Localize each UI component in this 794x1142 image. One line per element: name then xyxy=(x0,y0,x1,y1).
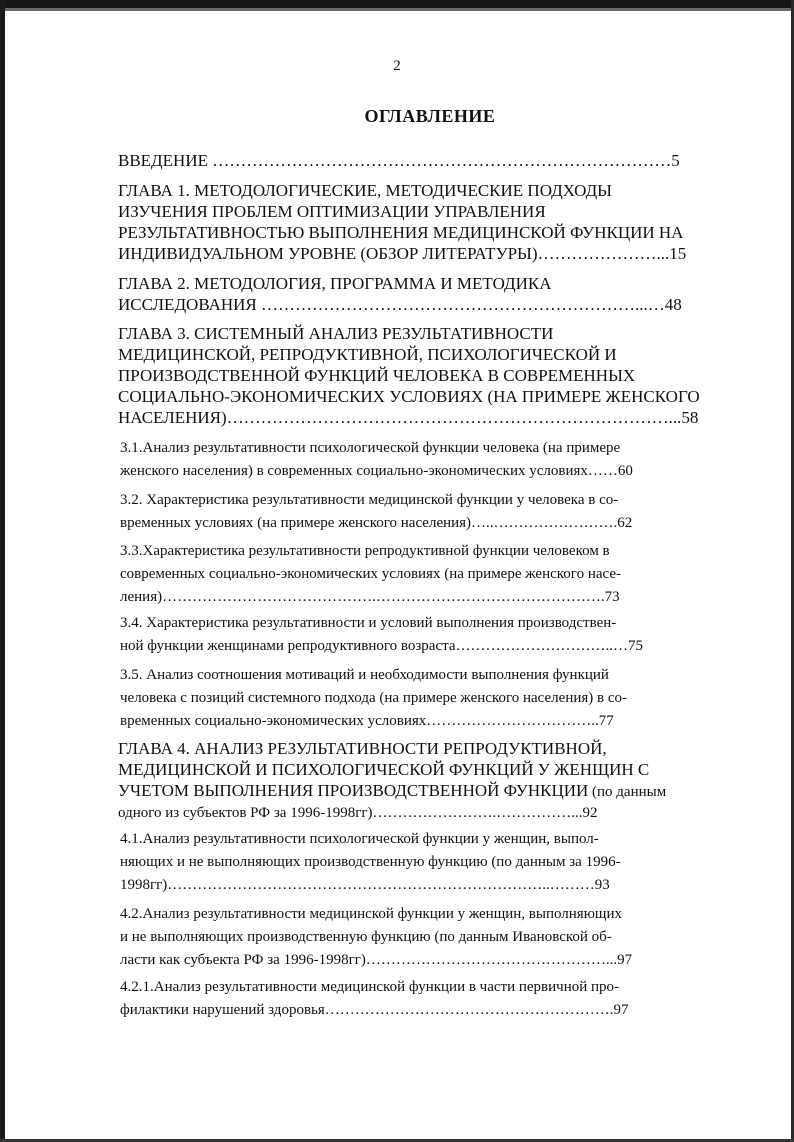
toc-line: временных условиях (на примере женского населения)…..…………………….62 xyxy=(120,515,633,531)
toc-title: ОГЛАВЛЕНИЕ xyxy=(364,106,496,126)
toc-line: 3.3.Характеристика результативности репродуктивной функции человеком в xyxy=(120,543,610,559)
toc-entry-4-2[interactable] xyxy=(120,903,750,972)
toc-entry-4-1[interactable] xyxy=(120,828,750,897)
toc-line: 4.2.Анализ результативности медицинской функции у женщин, выполняющих xyxy=(120,906,622,922)
toc-entry-3-5[interactable] xyxy=(120,664,750,733)
toc-line: ласти как субъекта РФ за 1996-1998гг)…………………………………………...97 xyxy=(120,952,633,968)
toc-line: женского населения) в современных социально-экономических условиях……60 xyxy=(120,463,633,479)
toc-line: ИНДИВИДУАЛЬНОМ УРОВНЕ (ОБЗОР ЛИТЕРАТУРЫ)…………………...15 xyxy=(118,244,687,263)
toc-line: человека с позиций системного подхода (на примере женского населения) в со- xyxy=(120,690,628,706)
toc-line: и не выполняющих производственную функцию (по данным Ивановской об- xyxy=(120,929,612,945)
toc-entry-3-1[interactable] xyxy=(120,437,750,483)
toc-line: одного из субъектов РФ за 1996-1998гг)…………………….……………...92 xyxy=(118,805,598,821)
toc-entry-chapter-4[interactable] xyxy=(118,738,754,824)
scan-edge-left xyxy=(0,0,5,1142)
toc-line-main: УЧЕТОМ ВЫПОЛНЕНИЯ ПРОИЗВОДСТВЕННОЙ ФУНКЦИИ xyxy=(118,781,589,800)
toc-line: РЕЗУЛЬТАТИВНОСТЬЮ ВЫПОЛНЕНИЯ МЕДИЦИНСКОЙ ФУНКЦИИ НА xyxy=(118,223,684,242)
toc-entry-3-4[interactable] xyxy=(120,612,750,658)
toc-entry-chapter-2[interactable] xyxy=(118,273,738,315)
toc-line: ления)…………………………………….……………………………………….73 xyxy=(120,589,620,605)
toc-line: МЕДИЦИНСКОЙ И ПСИХОЛОГИЧЕСКОЙ ФУНКЦИЙ У ЖЕНЩИН С xyxy=(118,760,650,779)
toc-line: ной функции женщинами репродуктивного возраста…………………………..…75 xyxy=(120,638,643,654)
toc-entry-chapter-1[interactable] xyxy=(118,180,738,264)
scan-edge-top xyxy=(0,0,794,8)
toc-entry-intro[interactable] xyxy=(118,150,738,171)
toc-line: 3.1.Анализ результативности психологической функции человека (на примере xyxy=(120,440,621,456)
toc-line: МЕДИЦИНСКОЙ, РЕПРОДУКТИВНОЙ, ПСИХОЛОГИЧЕСКОЙ И xyxy=(118,345,617,364)
toc-entry-chapter-3[interactable] xyxy=(118,323,754,428)
toc-line: временных социально-экономических условиях……………………………..77 xyxy=(120,713,614,729)
toc-line: ГЛАВА 4. АНАЛИЗ РЕЗУЛЬТАТИВНОСТИ РЕПРОДУКТИВНОЙ, xyxy=(118,739,607,758)
toc-line: ИЗУЧЕНИЯ ПРОБЛЕМ ОПТИМИЗАЦИИ УПРАВЛЕНИЯ xyxy=(118,202,546,221)
toc-line: ГЛАВА 3. СИСТЕМНЫЙ АНАЛИЗ РЕЗУЛЬТАТИВНОСТИ xyxy=(118,324,554,343)
toc-line: 3.5. Анализ соотношения мотиваций и необходимости выполнения функций xyxy=(120,667,609,683)
toc-line: няющих и не выполняющих производственную функцию (по данным за 1996- xyxy=(120,854,621,870)
toc-entry-4-2-1[interactable] xyxy=(120,976,756,1022)
toc-line: СОЦИАЛЬНО-ЭКОНОМИЧЕСКИХ УСЛОВИЯХ (НА ПРИМЕРЕ ЖЕНСКОГО xyxy=(118,387,700,406)
toc-line: 3.4. Характеристика результативности и условий выполнения производствен- xyxy=(120,615,617,631)
toc-line: ГЛАВА 2. МЕТОДОЛОГИЯ, ПРОГРАММА И МЕТОДИКА xyxy=(118,274,552,293)
page-number: 2 xyxy=(393,58,401,74)
toc-line: 1998гг)…………………………………………………………………..………93 xyxy=(120,877,610,893)
toc-line: филактики нарушений здоровья………………………………………………….97 xyxy=(120,1002,629,1018)
toc-line: 4.2.1.Анализ результативности медицинской функции в части первичной про- xyxy=(120,979,620,995)
toc-line: ИССЛЕДОВАНИЯ …………………………………………………………...…48 xyxy=(118,295,682,314)
toc-line: современных социально-экономических условиях (на примере женского насе- xyxy=(120,566,621,582)
toc-line: ПРОИЗВОДСТВЕННОЙ ФУНКЦИЙ ЧЕЛОВЕКА В СОВРЕМЕННЫХ xyxy=(118,366,636,385)
toc-line: ВВЕДЕНИЕ ………………………………………………………………………5 xyxy=(118,151,680,170)
toc-entry-3-2[interactable] xyxy=(120,489,750,535)
toc-line xyxy=(118,780,754,803)
scan-edge-top-shadow xyxy=(0,8,794,11)
toc-line: НАСЕЛЕНИЯ)……………………………………………………………………...58 xyxy=(118,408,699,427)
toc-line: 4.1.Анализ результативности психологической функции у женщин, выпол- xyxy=(120,831,599,847)
toc-line: 3.2. Характеристика результативности медицинской функции у человека в со- xyxy=(120,492,619,508)
toc-line: ГЛАВА 1. МЕТОДОЛОГИЧЕСКИЕ, МЕТОДИЧЕСКИЕ ПОДХОДЫ xyxy=(118,181,613,200)
toc-line-suffix: (по данным xyxy=(588,784,667,800)
toc-entry-3-3[interactable] xyxy=(120,540,750,609)
